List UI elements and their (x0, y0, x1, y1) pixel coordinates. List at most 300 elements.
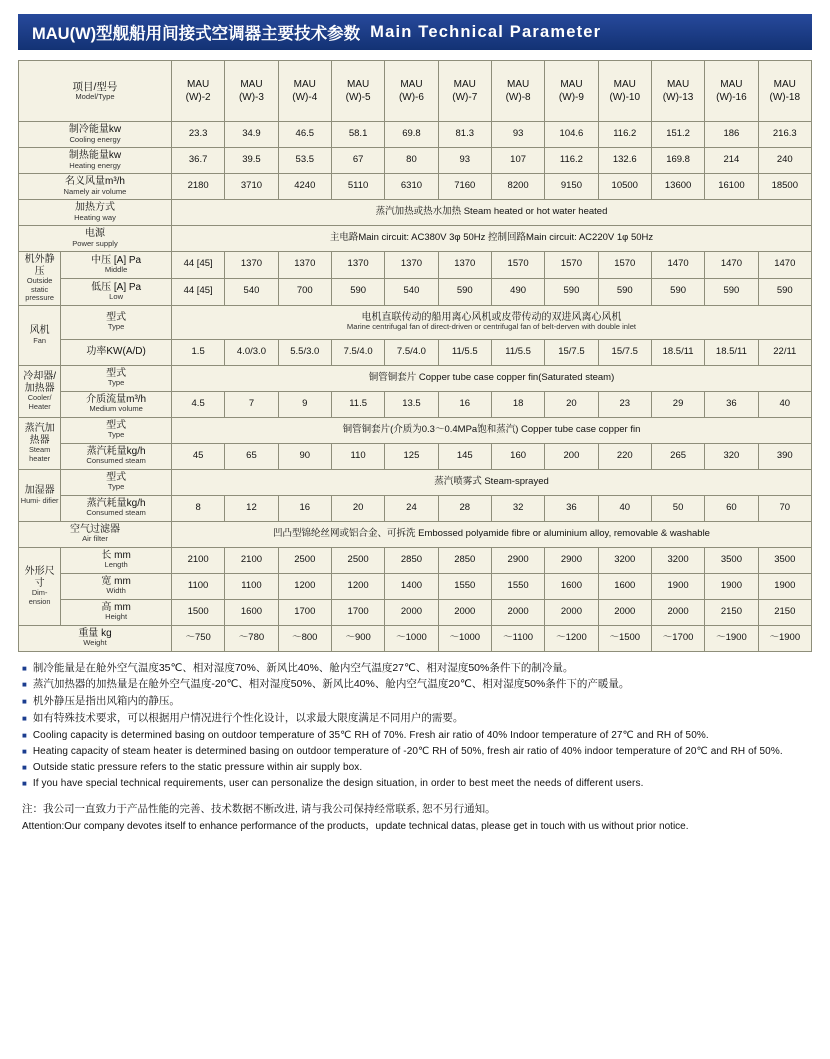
model-name-line2: (W)-9 (558, 92, 584, 103)
cell-value: 2000 (385, 599, 438, 625)
cell-value: ～1900 (705, 625, 758, 651)
square-bullet-icon: ■ (22, 697, 27, 707)
row-label-medium-volume (61, 391, 172, 417)
row-label-cn: 蒸汽耗量kg/h (86, 445, 146, 457)
group-label-steam-heater (19, 417, 61, 469)
model-col-5 (385, 61, 438, 122)
cell-value: 1470 (651, 252, 704, 279)
cell-value: 1500 (171, 599, 224, 625)
cell-value: 16 (278, 495, 331, 521)
model-name-line1: MAU (400, 79, 423, 90)
cell-value: 1570 (598, 252, 651, 279)
model-header-en: Model/Type (75, 91, 115, 101)
cell-value: 15/7.5 (598, 339, 651, 365)
row-label-cn: 制冷能量kw (68, 124, 122, 136)
cell-value: 116.2 (545, 148, 598, 174)
attention-text-cn: 注：我公司一直致力于产品性能的完善、技术数据不断改进, 请与我公司保持经常联系, 恕不另行通知。 (22, 803, 496, 816)
row-label-cooler-type (61, 365, 172, 391)
note-item (22, 661, 808, 677)
row-label-cn: 电源 (84, 228, 105, 240)
cell-value: 12 (225, 495, 278, 521)
cell-value: 8200 (491, 174, 544, 200)
cell-value: ～1000 (385, 625, 438, 651)
cell-value: 58.1 (331, 122, 384, 148)
model-col-11 (705, 61, 758, 122)
model-name-line1: MAU (613, 79, 636, 90)
model-name-line2: (W)-6 (398, 92, 424, 103)
cell-value: 67 (331, 148, 384, 174)
model-col-7 (491, 61, 544, 122)
row-label-en: Cooling energy (69, 134, 121, 144)
cell-value: 151.2 (651, 122, 704, 148)
cell-value: 3710 (225, 174, 278, 200)
cell-value: ～900 (331, 625, 384, 651)
cell-value: 1100 (225, 573, 278, 599)
cell-value: 34.9 (225, 122, 278, 148)
row-label-fan-type (61, 305, 172, 339)
table-row (19, 443, 812, 469)
row-label-cn: 低压 [A] Pa (91, 281, 142, 293)
cell-value: 80 (385, 148, 438, 174)
cell-value: 1370 (331, 252, 384, 279)
row-label-cooling-energy (19, 122, 172, 148)
model-name-line1: MAU (240, 79, 263, 90)
model-name-line2: (W)-7 (452, 92, 478, 103)
table-row (19, 365, 812, 391)
note-text: 如有特殊技术要求，可以根据用户情况进行个性化设计，以求最大限度满足不同用户的需要。 (32, 711, 464, 724)
cell-value: 18.5/11 (651, 339, 704, 365)
row-label-fan-power (61, 339, 172, 365)
table-row (19, 469, 812, 495)
table-row (19, 122, 812, 148)
row-label-en: Power supply (72, 238, 118, 248)
cell-value: 1200 (278, 573, 331, 599)
cell-value: 169.8 (651, 148, 704, 174)
table-row (19, 339, 812, 365)
note-item (22, 694, 808, 710)
cell-value: 90 (278, 443, 331, 469)
cell-value: 132.6 (598, 148, 651, 174)
cell-value: 590 (331, 278, 384, 305)
cell-value: 29 (651, 391, 704, 417)
cell-value: ～1500 (598, 625, 651, 651)
row-label-en: Type (107, 322, 125, 332)
cell-value: 13600 (651, 174, 704, 200)
cell-value: 1600 (545, 573, 598, 599)
square-bullet-icon: ■ (22, 746, 27, 756)
cell-value: 7 (225, 391, 278, 417)
table-row (19, 174, 812, 200)
table-row (19, 278, 812, 305)
cell-value: ～780 (225, 625, 278, 651)
table-row (19, 252, 812, 279)
spec-table (18, 60, 812, 652)
model-name-line1: MAU (720, 79, 743, 90)
page-title (18, 14, 812, 50)
table-row (19, 305, 812, 339)
square-bullet-icon: ■ (22, 680, 27, 690)
cell-value: 13.5 (385, 391, 438, 417)
note-text: Outside static pressure refers to the static pressure within air supply box. (32, 761, 363, 773)
cell-value: 1600 (225, 599, 278, 625)
row-label-cn: 长 mm (101, 549, 131, 561)
fan-type-cn: 电机直联传动的船用离心风机或皮带传动的双进风离心风机 (361, 311, 622, 323)
note-text: Cooling capacity is determined basing on outdoor temperature of 35℃ RH of 70%. Fresh air ratio of 40% Indoor temperature of 27℃ and RH of 50%. (32, 729, 709, 741)
row-label-cn: 名义风量m³/h (64, 176, 125, 188)
model-name-line2: (W)-2 (185, 92, 211, 103)
cell-value: 1900 (705, 573, 758, 599)
row-label-en: Namely air volume (63, 186, 127, 196)
cell-value: 240 (758, 148, 811, 174)
cell-value: 11/5.5 (491, 339, 544, 365)
cell-value: 18500 (758, 174, 811, 200)
table-row (19, 417, 812, 443)
cell-value: 45 (171, 443, 224, 469)
square-bullet-icon: ■ (22, 730, 27, 740)
model-name-line1: MAU (453, 79, 476, 90)
row-label-air-filter (19, 521, 172, 547)
note-item (22, 744, 808, 759)
model-col-12 (758, 61, 811, 122)
cell-value: 320 (705, 443, 758, 469)
table-row (19, 391, 812, 417)
cell-value: 590 (758, 278, 811, 305)
cell-value: 265 (651, 443, 704, 469)
cell-value: 216.3 (758, 122, 811, 148)
cell-value: 2150 (705, 599, 758, 625)
row-label-cn: 型式 (106, 367, 127, 379)
model-name-line1: MAU (666, 79, 690, 90)
row-label-humidifier-type (61, 469, 172, 495)
note-text: 制冷能量是在舱外空气温度35℃、相对湿度70%、新风比40%、舱内空气温度27℃、相对湿度50%条件下的制冷量。 (32, 661, 574, 674)
model-col-8 (545, 61, 598, 122)
note-item (22, 760, 808, 775)
square-bullet-icon: ■ (22, 762, 27, 772)
cell-value: 9150 (545, 174, 598, 200)
cell-value: 1900 (651, 573, 704, 599)
cell-value-fan-type (171, 305, 811, 339)
table-header-row (19, 61, 812, 122)
cell-value-air-filter: 凹凸型锦纶丝网或铝合金、可拆洗 Embossed polyamide fibre or aluminium alloy, removable & washable (171, 521, 811, 547)
cell-value: 1600 (598, 573, 651, 599)
cell-value: 1900 (758, 573, 811, 599)
row-label-en: Air filter (82, 534, 108, 544)
cell-value: 1700 (278, 599, 331, 625)
fan-type-en: Marine centrifugal fan of direct-driven or centrifugal fan of belt-derven with double inlet (346, 322, 637, 332)
square-bullet-icon: ■ (22, 713, 27, 723)
cell-value: 107 (491, 148, 544, 174)
cell-value: 93 (438, 148, 491, 174)
group-label-en: Fan (33, 335, 46, 345)
note-text: 机外静压是指出风箱内的静压。 (32, 695, 180, 708)
row-label-en: Consumed steam (86, 508, 146, 518)
cell-value: 490 (491, 278, 544, 305)
model-name-line1: MAU (506, 79, 530, 90)
model-name-line1: MAU (293, 79, 316, 90)
cell-value: 700 (278, 278, 331, 305)
cell-value: 5110 (331, 174, 384, 200)
model-name-line2: (W)-3 (238, 92, 264, 103)
note-item (22, 711, 808, 727)
row-label-en: Height (105, 612, 128, 622)
row-label-cn: 介质流量m³/h (86, 393, 147, 405)
table-row (19, 547, 812, 573)
cell-value-humidifier-type: 蒸汽喷雾式 Steam-sprayed (171, 469, 811, 495)
cell-value: 18.5/11 (705, 339, 758, 365)
cell-value: 1470 (758, 252, 811, 279)
cell-value: 40 (758, 391, 811, 417)
cell-value: 590 (545, 278, 598, 305)
notes-list (22, 661, 808, 792)
cell-value: 2900 (545, 547, 598, 573)
cell-value: 2850 (438, 547, 491, 573)
row-label-en: Low (109, 292, 124, 302)
cell-value: 6310 (385, 174, 438, 200)
row-label-en: Length (104, 560, 128, 570)
cell-value: 104.6 (545, 122, 598, 148)
group-label-cn: 蒸汽加热器 (24, 423, 55, 446)
note-item (22, 776, 808, 791)
group-label-en: Dim- ension (28, 588, 51, 606)
row-label-power-supply (19, 226, 172, 252)
cell-value: ～1700 (651, 625, 704, 651)
cell-value: 3200 (598, 547, 651, 573)
cell-value: 2850 (385, 547, 438, 573)
cell-value: 1.5 (171, 339, 224, 365)
cell-value: 44 [45] (171, 252, 224, 279)
model-name-line2: (W)-13 (662, 92, 694, 103)
row-label-cn: 中压 [A] Pa (91, 254, 142, 266)
row-label-en: Heating way (74, 212, 116, 222)
table-row (19, 599, 812, 625)
cell-value: 11/5.5 (438, 339, 491, 365)
row-label-cn: 型式 (106, 419, 127, 431)
cell-value: 36 (705, 391, 758, 417)
row-label-heating-way (19, 200, 172, 226)
cell-value: 4240 (278, 174, 331, 200)
cell-value: 3500 (758, 547, 811, 573)
row-label-cn: 宽 mm (101, 575, 131, 587)
cell-value: 11.5 (331, 391, 384, 417)
cell-value: 28 (438, 495, 491, 521)
cell-value: 3200 (651, 547, 704, 573)
cell-value: 8 (171, 495, 224, 521)
row-label-cn: 重量 kg (78, 627, 112, 639)
cell-value: 390 (758, 443, 811, 469)
cell-value: 7.5/4.0 (385, 339, 438, 365)
row-label-middle-pressure (61, 252, 172, 279)
cell-value-power-supply: 主电路Main circuit: AC380V 3φ 50Hz 控制回路Main circuit: AC220V 1φ 50Hz (171, 226, 811, 252)
cell-value: 2100 (225, 547, 278, 573)
row-label-heating-energy (19, 148, 172, 174)
note-item (22, 677, 808, 693)
row-label-en: Middle (104, 265, 128, 275)
cell-value: 1570 (545, 252, 598, 279)
model-name-line2: (W)-5 (345, 92, 371, 103)
row-label-cn: 空气过滤器 (69, 523, 120, 535)
cell-value: 53.5 (278, 148, 331, 174)
table-row (19, 200, 812, 226)
cell-value: 32 (491, 495, 544, 521)
cell-value: 2000 (438, 599, 491, 625)
note-text: Heating capacity of steam heater is determined basing on outdoor temperature of -20℃ RH of 50%, fresh air ratio of 40% indoor temperature of 20℃ and RH of 50%. (32, 745, 783, 757)
cell-value: 93 (491, 122, 544, 148)
row-label-steam-heater-type (61, 417, 172, 443)
cell-value: 1370 (225, 252, 278, 279)
cell-value: 60 (705, 495, 758, 521)
model-name-line2: (W)-18 (769, 92, 801, 103)
model-col-1 (171, 61, 224, 122)
table-row (19, 495, 812, 521)
model-name-line2: (W)-10 (609, 92, 641, 103)
row-label-en: Weight (83, 638, 107, 648)
cell-value: 186 (705, 122, 758, 148)
group-label-cn: 冷却器/加热器 (23, 371, 57, 394)
attention-block (22, 801, 808, 834)
row-label-height (61, 599, 172, 625)
cell-value: 1370 (438, 252, 491, 279)
row-label-steam-consumed (61, 443, 172, 469)
cell-value: 1370 (385, 252, 438, 279)
page-title-en: Main Technical Parameter (370, 22, 602, 41)
model-name-line2: (W)-16 (716, 92, 747, 103)
cell-value: 2100 (171, 547, 224, 573)
cell-value: 2900 (491, 547, 544, 573)
model-name-line1: MAU (347, 79, 370, 90)
cell-value: ～800 (278, 625, 331, 651)
cell-value: 39.5 (225, 148, 278, 174)
row-label-en: Type (107, 482, 125, 492)
page-title-cn: MAU(W)型舰船用间接式空调器主要技术参数 (32, 25, 361, 43)
group-label-en: Steam heater (28, 445, 51, 463)
row-label-low-pressure (61, 278, 172, 305)
group-label-cooler-heater (19, 365, 61, 417)
cell-value: 2000 (491, 599, 544, 625)
cell-value: 5.5/3.0 (278, 339, 331, 365)
cell-value: 81.3 (438, 122, 491, 148)
cell-value: 50 (651, 495, 704, 521)
cell-value: 7160 (438, 174, 491, 200)
model-name-line1: MAU (773, 79, 796, 90)
group-label-cn: 加湿器 (24, 485, 55, 497)
cell-value: ～750 (171, 625, 224, 651)
cell-value: 200 (545, 443, 598, 469)
cell-value: 36 (545, 495, 598, 521)
row-label-length (61, 547, 172, 573)
cell-value: 1470 (705, 252, 758, 279)
table-row (19, 148, 812, 174)
cell-value: ～1900 (758, 625, 811, 651)
cell-value: 23 (598, 391, 651, 417)
model-name-line2: (W)-8 (505, 92, 531, 103)
row-label-cn: 高 mm (101, 601, 131, 613)
cell-value: 23.3 (171, 122, 224, 148)
cell-value: 1100 (171, 573, 224, 599)
cell-value: 4.0/3.0 (225, 339, 278, 365)
row-label-cn: 型式 (106, 311, 127, 323)
cell-value: 16100 (705, 174, 758, 200)
cell-value: 145 (438, 443, 491, 469)
cell-value: 24 (385, 495, 438, 521)
cell-value: 15/7.5 (545, 339, 598, 365)
model-col-2 (225, 61, 278, 122)
cell-value: 20 (331, 495, 384, 521)
group-label-en: Cooler/ Heater (27, 393, 52, 411)
cell-value: 46.5 (278, 122, 331, 148)
model-name-line1: MAU (187, 79, 210, 90)
spec-sheet-page (0, 14, 830, 834)
group-label-cn: 风机 (29, 325, 50, 337)
cell-value: 1700 (331, 599, 384, 625)
note-text: 蒸汽加热器的加热量是在舱外空气温度-20℃、相对湿度50%、新风比40%、舱内空气温度20℃、相对湿度50%条件下的产暖量。 (32, 678, 630, 691)
cell-value: 590 (705, 278, 758, 305)
row-label-en: Type (107, 378, 125, 388)
cell-value: 65 (225, 443, 278, 469)
row-label-en: Type (107, 430, 125, 440)
table-row (19, 226, 812, 252)
cell-value: 540 (385, 278, 438, 305)
model-name-line2: (W)-4 (292, 92, 318, 103)
row-label-air-volume (19, 174, 172, 200)
cell-value: 44 [45] (171, 278, 224, 305)
group-label-humidifier (19, 469, 61, 521)
cell-value: 1570 (491, 252, 544, 279)
cell-value: 2150 (758, 599, 811, 625)
attention-text-en: Attention:Our company devotes itself to enhance performance of the products，update technical datas, please get in touch with us without prior notice. (22, 820, 689, 832)
cell-value: 2000 (545, 599, 598, 625)
cell-value: 1550 (491, 573, 544, 599)
cell-value: 2000 (651, 599, 704, 625)
model-col-3 (278, 61, 331, 122)
group-label-en: Outside static pressure (25, 276, 55, 303)
square-bullet-icon: ■ (22, 779, 27, 789)
cell-value: 4.5 (171, 391, 224, 417)
cell-value: ～1200 (545, 625, 598, 651)
cell-value: 590 (598, 278, 651, 305)
model-col-6 (438, 61, 491, 122)
table-row (19, 573, 812, 599)
cell-value: 16 (438, 391, 491, 417)
cell-value: 36.7 (171, 148, 224, 174)
cell-value: 160 (491, 443, 544, 469)
group-label-dimension (19, 547, 61, 625)
cell-value: 3500 (705, 547, 758, 573)
group-label-cn: 外形尺寸 (24, 566, 55, 589)
note-item (22, 728, 808, 743)
cell-value: 590 (651, 278, 704, 305)
model-col-4 (331, 61, 384, 122)
cell-value: 214 (705, 148, 758, 174)
row-label-humidifier-consumed (61, 495, 172, 521)
model-col-9 (598, 61, 651, 122)
cell-value: 22/11 (758, 339, 811, 365)
cell-value: 110 (331, 443, 384, 469)
cell-value: 70 (758, 495, 811, 521)
cell-value: 1200 (331, 573, 384, 599)
square-bullet-icon: ■ (22, 663, 27, 673)
table-row (19, 625, 812, 651)
cell-value: 1550 (438, 573, 491, 599)
cell-value: ～1000 (438, 625, 491, 651)
model-col-10 (651, 61, 704, 122)
cell-value: 2500 (331, 547, 384, 573)
row-label-en: Heating energy (69, 160, 121, 170)
cell-value-heating-way: 蒸汽加热或热水加热 Steam heated or hot water heated (171, 200, 811, 226)
group-label-fan (19, 305, 61, 365)
model-name-line1: MAU (560, 79, 583, 90)
cell-value: 9 (278, 391, 331, 417)
cell-value: 125 (385, 443, 438, 469)
